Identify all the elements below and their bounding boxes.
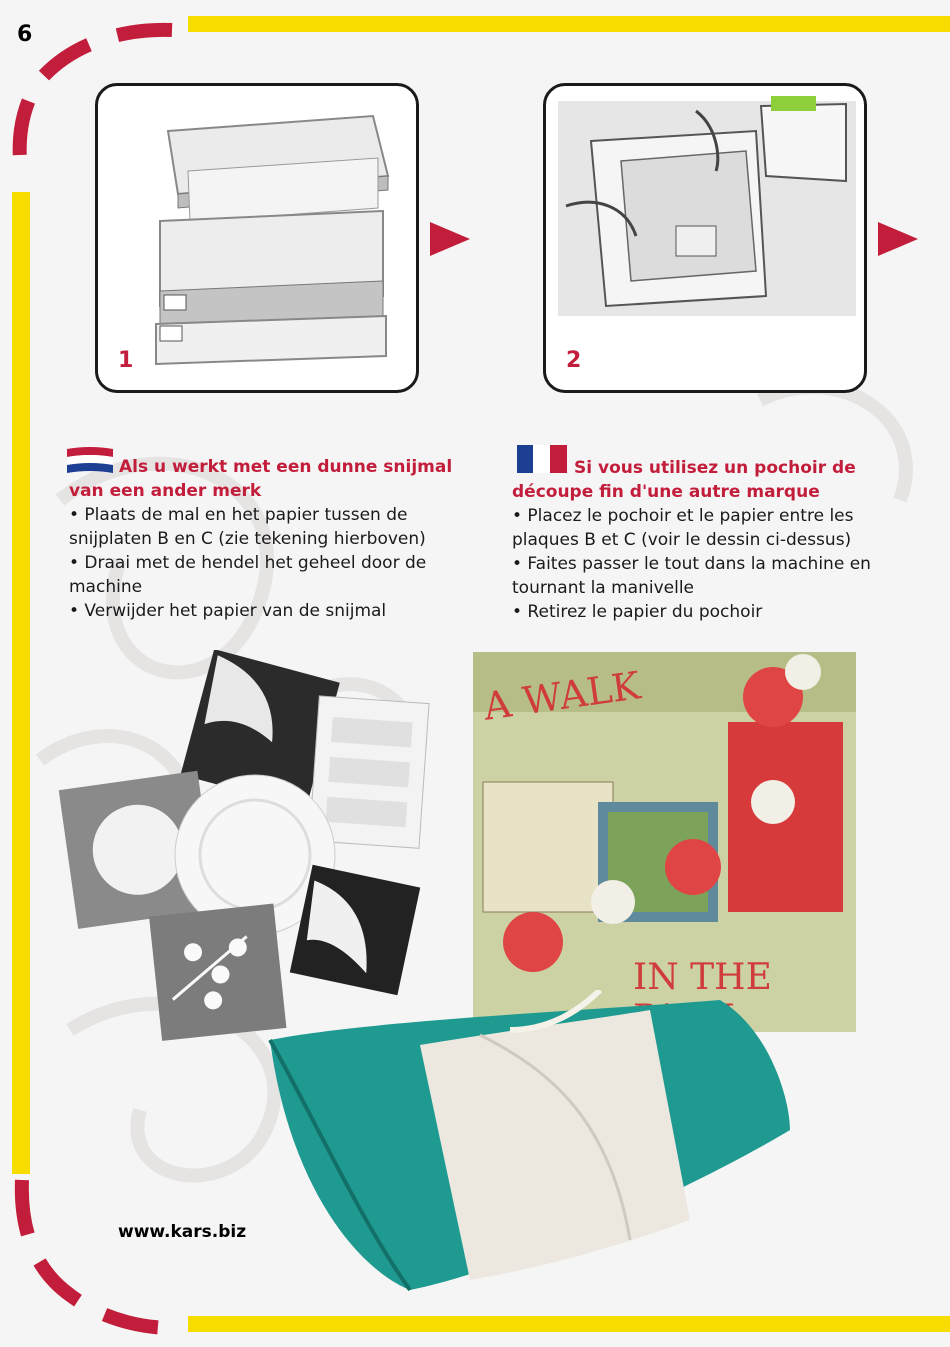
- french-heading: Si vous utilisez un pochoir de découpe fin d'une autre marque: [512, 458, 856, 502]
- step-number: 1: [118, 348, 134, 373]
- scrapbook-title-top: A WALK: [480, 663, 644, 729]
- decorative-red-dashed-curve-bottom: [0, 1170, 200, 1347]
- scrapbook-title-bottom: IN THE: [633, 957, 772, 998]
- scrapbook-page-photo: [473, 652, 856, 1032]
- step-2-panel: [543, 83, 867, 393]
- page-number: 6: [17, 22, 33, 47]
- dutch-bullet: • Verwijder het papier van de snijmal: [69, 601, 387, 621]
- dutch-instructions: [69, 455, 479, 623]
- dutch-bullet: • Plaats de mal en het papier tussen de snijplaten B en C (zie tekening hierboven): [69, 505, 426, 549]
- top-yellow-bar: [188, 16, 950, 32]
- website-url[interactable]: www.kars.biz: [118, 1222, 247, 1242]
- next-arrow-icon: [878, 222, 918, 256]
- dutch-bullet: • Draai met de hendel het geheel door de machine: [69, 553, 427, 597]
- french-bullet: • Retirez le papier du pochoir: [512, 602, 763, 622]
- step-1-panel: [95, 83, 419, 393]
- step-number: 2: [566, 348, 582, 373]
- french-bullet: • Placez le pochoir et le papier entre les plaques B et C (voir le dessin ci-dessus): [512, 506, 854, 550]
- bottom-yellow-bar: [188, 1316, 950, 1332]
- napkin-ring-photo: [250, 990, 810, 1300]
- french-instructions: [512, 456, 882, 624]
- dutch-heading: Als u werkt met een dunne snijmal van een ander merk: [69, 457, 453, 501]
- left-yellow-bar: [12, 192, 30, 1174]
- cutting-plates-illustration: [98, 86, 416, 390]
- next-arrow-icon: [430, 222, 470, 256]
- hands-placing-die-illustration: [546, 86, 864, 390]
- french-bullet: • Faites passer le tout dans la machine en tournant la manivelle: [512, 554, 871, 598]
